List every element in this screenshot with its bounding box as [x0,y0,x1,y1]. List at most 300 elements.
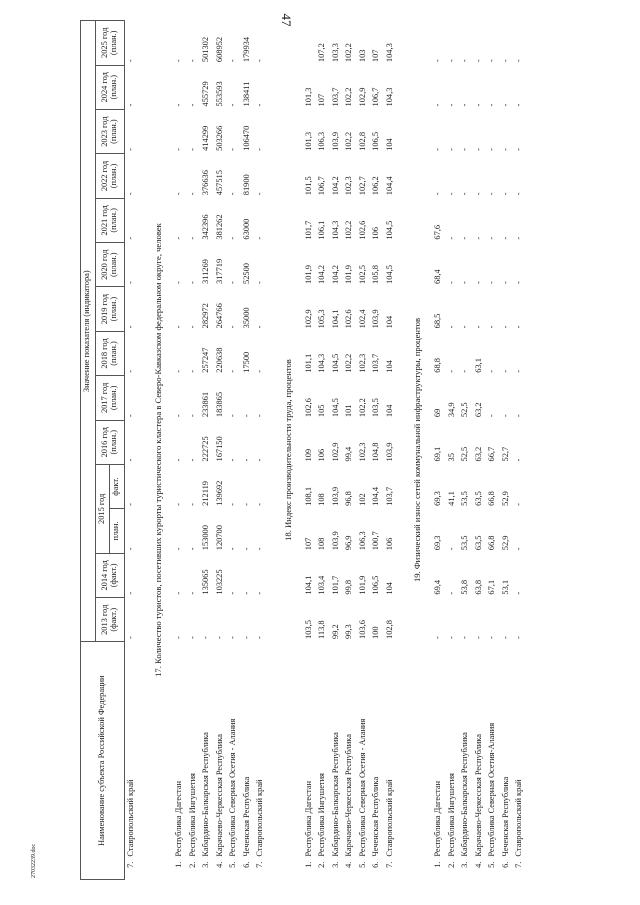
row-number: 7. [384,861,394,868]
value-cell: 63,2 [473,446,483,462]
value-cell: - [125,547,135,551]
row-number: 4. [344,861,354,868]
value-cell: 102,9 [303,309,313,329]
value-cell: 311269 [201,259,211,284]
value-cell: 53,1 [500,579,510,595]
region-name: Республика Северная Осетия - Алания [357,718,367,857]
spacer-cell [166,21,173,880]
value-cell: - [255,503,265,506]
value-cell: - [228,325,238,329]
table-header [81,21,125,880]
value-cell: 104,5 [330,398,340,418]
header-year-note: (план.) [108,385,118,411]
value-cell: 99,4 [344,446,354,462]
row-number: 7. [125,861,135,868]
row-number: 1. [303,861,313,868]
value-cell: - [228,636,238,639]
value-cell: - [187,103,197,107]
value-cell: - [500,281,510,284]
value-cell: - [446,369,456,373]
value-cell: 104,1 [303,575,313,595]
value-cell: - [255,325,265,329]
value-cell: - [174,414,184,418]
value-cell: 100,7 [371,531,381,551]
value-cell: - [446,59,456,63]
value-cell: 35 [446,453,456,462]
value-cell: 101,9 [357,575,367,595]
value-cell: - [241,591,251,595]
value-cell: - [255,458,265,462]
value-cell: - [514,414,524,418]
value-cell: - [125,591,135,595]
value-cell: 104,5 [384,265,394,284]
value-cell: 264766 [214,303,224,329]
table-row [187,21,201,880]
table-row [124,21,138,880]
value-cell: - [460,236,470,240]
value-cell: - [473,148,483,151]
value-cell: - [241,458,251,462]
table-body [124,21,527,880]
value-cell: 102,2 [344,131,354,151]
value-cell: - [460,369,470,373]
value-cell: - [433,636,443,639]
spacer-cell [425,21,432,880]
value-cell: - [433,59,443,63]
section-title: 19. Физический износ сетей коммунальной инфраструктуры, процентов [412,317,423,583]
value-cell: 553593 [214,81,224,107]
value-cell: 104 [384,138,394,151]
spacer-row [268,21,282,880]
value-cell: 101,3 [303,131,313,151]
header-year-note: (план.) [108,75,118,100]
value-cell: 52500 [241,263,251,284]
header-year-label: 2021 год [99,205,109,236]
value-cell: 104,2 [317,265,327,284]
value-cell: - [514,458,524,462]
row-number: 7. [255,861,265,868]
value-cell: - [487,369,497,373]
region-name: Ставропольский край [514,779,524,857]
value-cell: 63,1 [473,358,483,373]
spacer-cell [296,21,303,880]
row-number: 5. [487,861,497,868]
value-cell: 102,7 [357,176,367,196]
value-cell: - [228,369,238,373]
row-number: 5. [228,861,238,868]
value-cell: 503266 [214,125,224,151]
value-cell: - [487,148,497,151]
table-row [241,21,255,880]
value-cell: - [255,369,265,373]
table-row [316,21,330,880]
value-cell: 108 [317,493,327,506]
value-cell: 52,7 [500,446,510,462]
value-cell: 106,5 [371,131,381,151]
value-cell: 104,3 [330,220,340,240]
value-cell: 167150 [214,436,224,462]
value-cell: 233861 [201,391,211,418]
value-cell: 106,3 [317,131,327,151]
header-year-note: (факт.) [108,607,118,632]
value-cell: 69,4 [433,579,443,595]
row-number: 3. [201,861,211,868]
value-cell: 69,3 [433,535,443,551]
value-cell: 102,4 [357,309,367,329]
value-cell: - [460,281,470,284]
value-cell: 282972 [201,303,211,329]
value-cell: 101,7 [303,220,313,240]
value-cell: - [241,547,251,551]
header-year [95,21,124,66]
value-cell: - [473,636,483,639]
value-cell: 63,5 [473,535,483,551]
region-name: Карачаево-Черкесская Республика [214,734,224,857]
value-cell: 104,4 [371,486,381,506]
value-cell: - [500,369,510,373]
value-cell: - [187,547,197,551]
value-cell: - [460,325,470,329]
region-name: Республика Ингушетия [187,773,197,857]
value-cell: - [514,325,524,329]
value-cell: 102,2 [357,398,367,418]
value-cell: 103,5 [371,398,381,418]
header-year [95,598,124,642]
header-year-label: 2013 год [99,604,109,635]
value-cell: 220638 [214,347,224,373]
value-cell: - [446,325,456,329]
section-title-row [411,21,425,880]
value-cell: - [201,636,211,639]
table-row [330,21,344,880]
value-cell: 101,1 [303,353,313,373]
value-cell: - [514,591,524,595]
value-cell: 108,1 [303,486,313,506]
value-cell: - [433,192,443,196]
value-cell: - [187,192,197,196]
table-row [473,21,487,880]
value-cell: 104,5 [384,220,394,240]
value-cell: - [228,458,238,462]
value-cell: 68,4 [433,269,443,284]
value-cell: - [125,458,135,462]
value-cell: 104 [384,404,394,418]
value-cell: 106,5 [371,575,381,595]
value-cell: 414299 [201,125,211,151]
header-year-note: (план.) [108,341,118,366]
value-cell: 96,9 [344,535,354,551]
value-cell: - [187,281,197,284]
value-cell: - [514,636,524,639]
value-cell: 102 [357,493,367,506]
value-cell: - [125,148,135,151]
value-cell: 69,1 [433,446,443,462]
value-cell: - [487,325,497,329]
region-name: Кабардино-Балкарская Республика [330,732,340,857]
row-number: 1. [174,861,184,868]
value-cell: 105,3 [317,309,327,329]
value-cell: - [125,636,135,639]
value-cell: 99,2 [330,624,340,639]
value-cell: 35000 [241,307,251,329]
header-region-name: Наименование субъекта Российской Федерации [81,642,125,880]
value-cell: - [446,192,456,196]
header-year [95,243,124,287]
value-cell: - [228,148,238,151]
value-cell: - [187,59,197,63]
value-cell: 102,3 [357,442,367,462]
row-number: 6. [500,861,510,868]
table-row [459,21,473,880]
header-year [95,65,124,109]
value-cell: 139692 [214,480,224,506]
header-2015-sub: план. [110,509,125,553]
header-year-note: (факт.) [108,563,118,588]
spacer-cell [397,21,411,880]
value-cell: 102,2 [344,353,354,373]
value-cell: - [255,591,265,595]
value-cell: 107 [303,537,313,551]
value-cell: - [255,103,265,107]
value-cell: - [446,636,456,639]
value-cell: 63000 [241,218,251,240]
value-cell: 102,6 [357,220,367,240]
value-cell: - [473,281,483,284]
row-number: 6. [371,861,381,868]
value-cell: 106,3 [357,531,367,551]
spacer-row [166,21,173,880]
spacer-row [138,21,152,880]
table-row [432,21,446,880]
value-cell: - [460,148,470,151]
value-cell: 53,5 [460,491,470,506]
row-number: 2. [187,861,197,868]
value-cell: 52,5 [460,402,470,418]
value-cell: 101 [344,404,354,418]
row-number: 1. [433,861,443,868]
value-cell: 153000 [201,525,211,551]
value-cell: 104 [384,582,394,595]
value-cell: 104,3 [384,43,394,63]
value-cell: 66,7 [487,446,497,462]
value-cell: 106470 [241,125,251,151]
value-cell: 113,8 [317,620,327,639]
value-cell: 105,8 [371,265,381,284]
section-title-row [282,21,296,880]
value-cell: 53,5 [460,535,470,551]
value-cell: - [473,192,483,196]
header-year [95,198,124,242]
value-cell: 107 [371,49,381,63]
value-cell: - [514,103,524,107]
value-cell: 455729 [201,81,211,107]
value-cell: - [514,547,524,551]
value-cell: 52,9 [500,491,510,506]
row-number: 6. [241,861,251,868]
value-cell: 103,7 [330,87,340,107]
value-cell: - [446,236,456,240]
header-year [95,331,124,375]
value-cell: - [187,325,197,329]
value-cell: - [255,636,265,639]
header-year-note: (план.) [108,119,118,144]
region-name: Республика Дагестан [303,781,313,857]
header-year [95,553,124,597]
value-cell: 99,8 [344,579,354,595]
value-cell: 102,9 [330,442,340,462]
header-year-note: (план.) [108,208,118,233]
row-number: 3. [460,861,470,868]
header-year-note: (план.) [108,252,118,278]
region-name: Ставропольский край [255,779,265,857]
value-cell: 105 [317,404,327,418]
value-cell: - [174,458,184,462]
header-year-label: 2025 год [99,27,109,58]
region-name: Карачаево-Черкесская Республика [473,734,483,857]
value-cell: 104,8 [371,442,381,462]
value-cell: - [228,547,238,551]
value-cell: 102,2 [344,43,354,63]
value-cell: 212119 [201,481,211,506]
value-cell: - [500,103,510,107]
row-number: 4. [473,861,483,868]
region-name: Чеченская Республика [371,776,381,857]
value-cell: - [174,59,184,63]
row-number: 4. [214,861,224,868]
table-row [486,21,500,880]
value-cell: 104,2 [330,176,340,196]
value-cell: 106 [371,227,381,240]
header-year-label: 2014 год [99,560,109,591]
value-cell: - [446,103,456,107]
value-cell [303,21,317,66]
value-cell: 67,6 [433,224,443,240]
value-cell: 103,6 [357,620,367,639]
value-cell: - [228,591,238,595]
value-cell: - [228,236,238,240]
value-cell: - [125,192,135,196]
header-year-note: (план.) [108,163,118,189]
value-cell: 102,8 [384,620,394,639]
value-cell: 103,5 [303,620,313,639]
value-cell: 101,7 [330,575,340,595]
value-cell: 102,9 [357,87,367,107]
table-row [200,21,214,880]
region-name: Кабардино-Балкарская Республика [201,732,211,857]
spacer-row [296,21,303,880]
value-cell: 69 [433,408,443,418]
value-cell: 108 [317,537,327,551]
table-row [357,21,371,880]
value-cell: - [487,236,497,240]
value-cell: 68,8 [433,358,443,373]
value-cell: 103 [357,49,367,63]
table-row [303,21,317,880]
value-cell: 381262 [214,214,224,240]
table-row [227,21,241,880]
value-cell: - [500,236,510,240]
value-cell: - [460,636,470,639]
value-cell: - [487,414,497,418]
row-number: 3. [330,861,340,868]
value-cell: - [125,369,135,373]
value-cell: 104,5 [330,353,340,373]
region-name: Карачаево-Черкесская Республика [344,734,354,857]
value-cell: - [125,325,135,329]
row-number: 5. [357,861,367,868]
value-cell: 106 [384,537,394,551]
row-number: 2. [446,861,456,868]
value-cell: - [174,103,184,107]
value-cell: 103,7 [371,353,381,373]
value-cell: - [500,192,510,196]
value-cell: 34,9 [446,402,456,418]
value-cell: - [514,192,524,196]
value-cell: - [174,325,184,329]
header-year-note: (план.) [108,30,118,56]
spacer-row [425,21,432,880]
value-cell: - [174,281,184,284]
header-year-note: (план.) [108,430,118,455]
value-cell: - [174,503,184,506]
value-cell: - [514,369,524,373]
value-cell: 106,7 [317,176,327,196]
value-cell: 104,4 [384,176,394,196]
rotated-table-page [80,20,600,880]
value-cell: 317719 [214,258,224,284]
header-year [95,109,124,153]
value-cell: - [473,325,483,329]
value-cell: 501302 [201,36,211,63]
table-row [513,21,527,880]
header-year-label: 2019 год [99,294,109,325]
header-year-2015 [95,464,110,553]
value-cell: 457515 [214,170,224,196]
value-cell: 109 [303,448,313,462]
value-cell: - [255,281,265,284]
region-name: Чеченская Республика [500,776,510,857]
value-cell: - [228,59,238,63]
value-cell: 63,2 [473,402,483,418]
value-cell: - [214,636,224,639]
value-cell: - [514,236,524,240]
value-cell: 41,1 [446,491,456,506]
value-cell: - [174,192,184,196]
value-cell: 102,6 [344,309,354,329]
value-cell: 103,9 [330,531,340,551]
value-cell: 101,9 [303,265,313,284]
region-name: Ставропольский край [125,779,135,857]
value-cell: - [255,59,265,63]
value-cell: - [487,103,497,107]
value-cell: 102,6 [303,398,313,418]
value-cell: - [255,148,265,151]
table-row [343,21,357,880]
value-cell: - [241,636,251,639]
value-cell: - [433,103,443,107]
value-cell: 106 [317,448,327,462]
value-cell: 104 [384,360,394,373]
value-cell: - [125,236,135,240]
value-cell: 183865 [214,391,224,418]
table-row [254,21,268,880]
value-cell: 103,9 [384,442,394,462]
value-cell: 257247 [201,347,211,373]
value-cell: - [446,591,456,595]
section-title: 17. Количество туристов, посетивших курорты туристического кластера в Северо-Кавказском федеральном округе, человек [153,223,164,677]
value-cell: - [460,103,470,107]
region-name: Ставропольский край [384,779,394,857]
